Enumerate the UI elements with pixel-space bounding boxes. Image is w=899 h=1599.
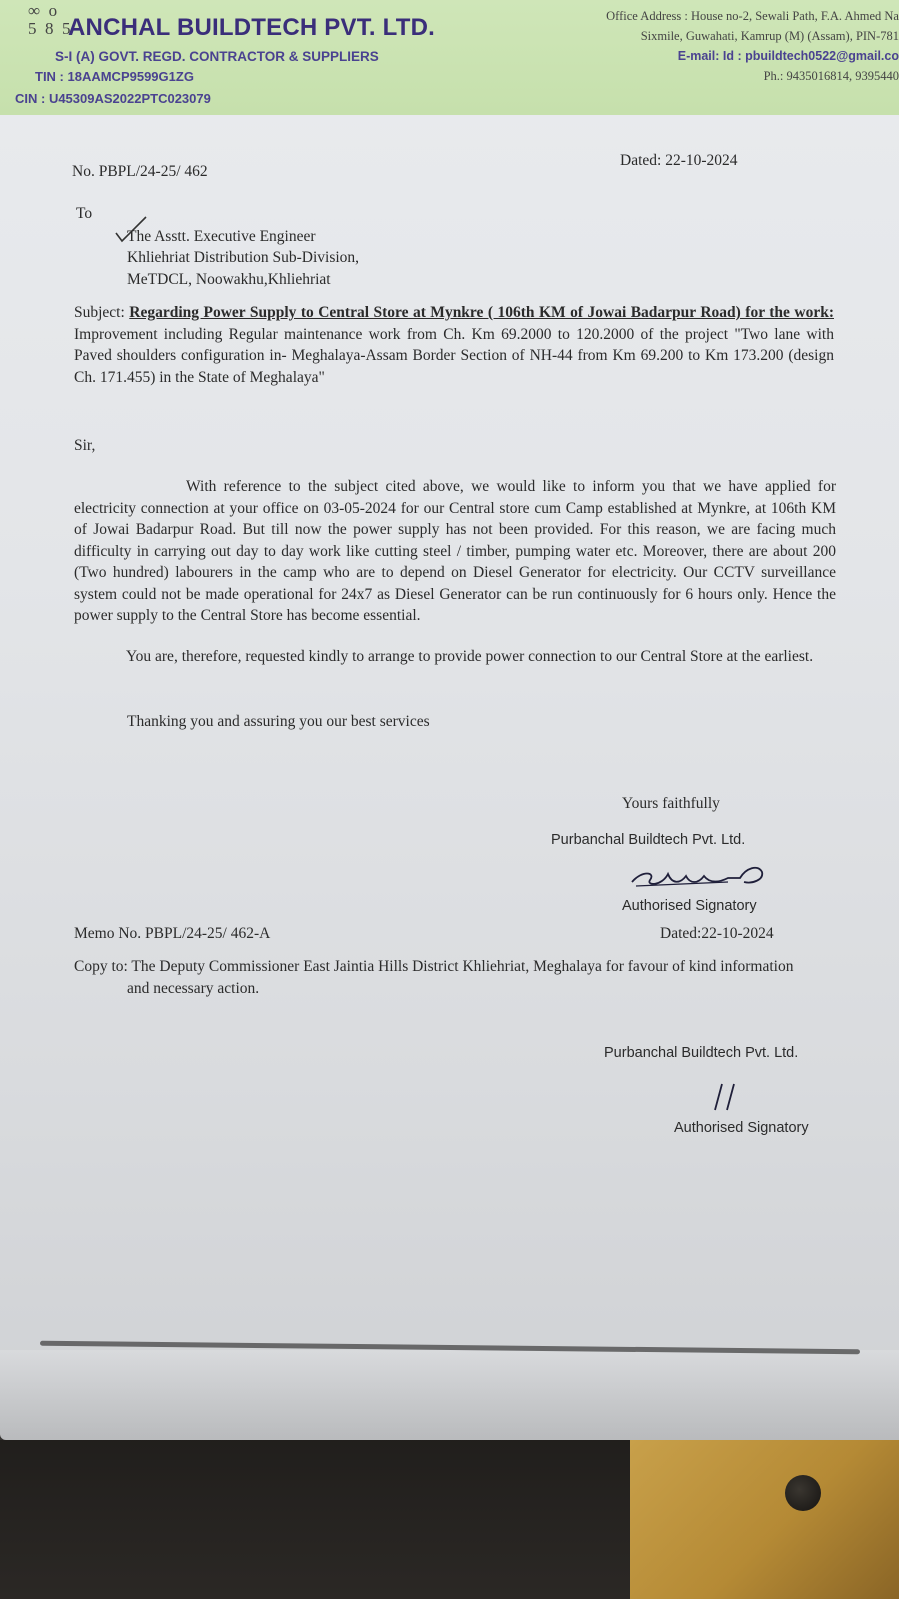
memo-signatory-company: Purbanchal Buildtech Pvt. Ltd. — [604, 1045, 799, 1061]
memo-number: Memo No. PBPL/24-25/ 462-A — [74, 925, 271, 942]
letter-date: Dated: 22-10-2024 — [620, 152, 738, 169]
office-address-line1: Office Address : House no-2, Sewali Path, F.A. Ahmed Na — [606, 9, 899, 23]
subject-label: Subject: — [74, 304, 125, 321]
subject-heading: Regarding Power Supply to Central Store at Mynkre ( 106th KM of Jowai Badarpur Road) for the work: — [129, 304, 834, 321]
signature-image — [628, 860, 768, 894]
closing-line: Yours faithfully — [622, 795, 720, 812]
company-cin: CIN : U45309AS2022PTC023079 — [15, 91, 211, 106]
wooden-table-corner — [630, 1440, 899, 1599]
thanks-line: Thanking you and assuring you our best services — [127, 713, 430, 730]
subject-block — [74, 302, 834, 388]
office-contact-block — [489, 6, 899, 86]
initials-signature-image — [712, 1082, 742, 1114]
copy-to-line1: Copy to: The Deputy Commissioner East Jaintia Hills District Khliehriat, Meghalaya for favour of kind information — [74, 958, 794, 975]
office-email: E-mail: Id : pbuildtech0522@gmail.co — [677, 49, 899, 63]
addressee-line2: Khliehriat Distribution Sub-Division, — [127, 249, 360, 266]
company-registration: S-I (A) GOVT. REGD. CONTRACTOR & SUPPLIERS — [55, 49, 379, 64]
memo-signatory-title: Authorised Signatory — [674, 1120, 809, 1136]
salutation: Sir, — [74, 437, 96, 454]
body-paragraph-2: You are, therefore, requested kindly to arrange to provide power connection to our Central Store at the earliest. — [126, 648, 814, 665]
addressee-line3: MeTDCL, Noowakhu,Khliehriat — [127, 271, 331, 288]
to-label: To — [76, 205, 93, 222]
signatory-company: Purbanchal Buildtech Pvt. Ltd. — [551, 832, 746, 848]
copy-to-line2: and necessary action. — [127, 980, 260, 997]
addressee-line1: The Asstt. Executive Engineer — [127, 228, 316, 245]
table-knob — [785, 1475, 821, 1511]
office-address-line2: Sixmile, Guwahati, Kamrup (M) (Assam), PIN-781 — [640, 29, 899, 43]
reference-number: No. PBPL/24-25/ 462 — [72, 163, 208, 180]
subject-text: Improvement including Regular maintenance work from Ch. Km 69.2000 to 120.2000 of the project "Two lane with Paved shoulders configuration in- Meghalaya-Assam Border Section of NH-44 from Km 69.200 to Km 173.200 (design Ch. 171.455) in the State of Meghalaya" — [74, 325, 834, 386]
paper-shadow — [0, 1350, 899, 1440]
company-name: ANCHAL BUILDTECH PVT. LTD. — [68, 14, 435, 41]
office-phone: Ph.: 9435016814, 9395440 — [763, 69, 899, 83]
body-paragraph-1: With reference to the subject cited above, we would like to inform you that we have applied for electricity connection at your office on 03-05-2024 for our Central store cum Camp established at Mynkre, at 106th KM of Jowai Badarpur Road. But till now the power supply has not been provided. For this reason, we are facing much difficulty in carrying out day to day work like cutting steel / timber, pumping water etc. Moreover, there are about 200 (Two hundred) labourers in the camp who are to depend on Diesel Generator for electricity. Our CCTV surveillance system could not be made operational for 24x7 as Diesel Generator can be run continuously for 6 hours only. Hence the power supply to the Central Store has become essential. — [74, 478, 836, 624]
letterhead — [0, 0, 899, 115]
company-gstin: TIN : 18AAMCP9599G1ZG — [35, 69, 194, 84]
handwritten-margin-marks: ∞ o 5 8 5 — [28, 1, 71, 38]
memo-date: Dated:22-10-2024 — [660, 925, 774, 942]
signatory-title: Authorised Signatory — [622, 898, 757, 914]
